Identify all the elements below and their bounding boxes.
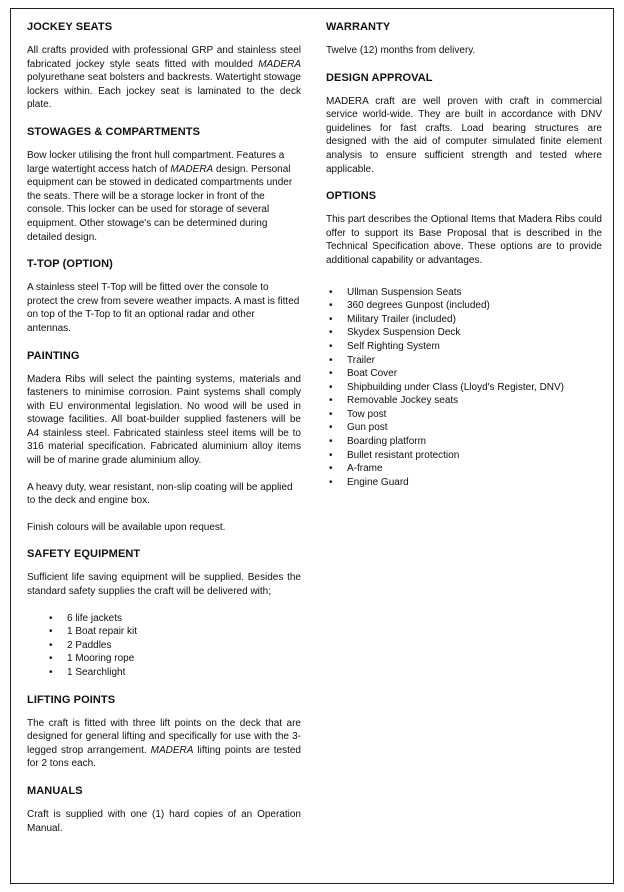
list-item: • Self Righting System	[326, 340, 602, 354]
list-item: • Military Trailer (included)	[326, 313, 602, 327]
list-item: • Shipbuilding under Class (Lloyd's Register, DNV)	[326, 381, 602, 395]
list-item: • Trailer	[326, 354, 602, 368]
lifting-text: The craft is fitted with three lift points on the deck that are designed for general lifting and specifically for use with the 3-legged strop arrangement. MADERA lifting points are tested for 2 tons each.	[27, 717, 301, 770]
list-item: • Skydex Suspension Deck	[326, 326, 602, 340]
list-item: • Gun post	[326, 421, 602, 435]
safety-list	[27, 612, 301, 680]
list-item: • 1 Boat repair kit	[27, 625, 301, 639]
heading-ttop: T-TOP (OPTION)	[27, 258, 113, 271]
ttop-text: A stainless steel T-Top will be fitted over the console to protect the crew from severe weather impacts. A mast is fitted on top of the T-Top to fit an optional radar and other antennas.	[27, 282, 300, 334]
section-safety	[27, 547, 301, 679]
heading-stowages: STOWAGES & COMPARTMENTS	[27, 125, 201, 138]
list-item: • A-frame	[326, 462, 602, 476]
heading-warranty: WARRANTY	[326, 21, 391, 33]
section-lifting	[27, 693, 301, 771]
section-ttop	[27, 257, 301, 335]
list-item: • Boarding platform	[326, 435, 602, 449]
warranty-text: Twelve (12) months from delivery.	[326, 45, 476, 56]
painting-text-2: A heavy duty, wear resistant, non-slip coating will be applied to the deck and engine box.	[27, 481, 293, 507]
list-item: • Ullman Suspension Seats	[326, 286, 602, 300]
heading-safety: SAFETY EQUIPMENT	[27, 548, 141, 561]
heading-manuals: MANUALS	[27, 784, 83, 797]
left-column	[27, 20, 301, 848]
right-column	[326, 20, 602, 502]
list-item: • 1 Mooring rope	[27, 652, 301, 666]
stowages-text: Bow locker utilising the front hull compartment. Features a large watertight access hatch of MADERA design. Personal equipment can be stowed in dedicated compartments under the seats. There will be a storage locker in front of the console. This locker can be used for storage of several equipment. Other stowage's can be determined during detailed design.	[27, 149, 293, 243]
manuals-text: Craft is supplied with one (1) hard copies of an Operation Manual.	[27, 808, 301, 834]
list-item: • 1 Searchlight	[27, 666, 301, 680]
section-options	[326, 189, 602, 489]
list-item: • Engine Guard	[326, 476, 602, 490]
section-warranty	[326, 20, 602, 58]
design-approval-text: MADERA craft are well proven with craft in commercial service world-wide. They are built in accordance with DNV guidelines for fast crafts. Load bearing structures are designed with the aid of computer simulated finite element analysis to ensure sufficient strength and tested where applicable.	[326, 95, 602, 175]
list-item: • 6 life jackets	[27, 612, 301, 626]
list-item: • Boat Cover	[326, 367, 602, 381]
list-item: • 2 Paddles	[27, 639, 301, 653]
jockey-seats-text: All crafts provided with professional GRP and stainless steel fabricated jockey style seats fitted with moulded MADERA polyurethane seat bolsters and backrests. Watertight stowage lockers within. Each jockey seat is laminated to the deck plate.	[27, 45, 301, 111]
section-design-approval	[326, 71, 602, 177]
section-stowages	[27, 125, 301, 244]
list-item: • 360 degrees Gunpost (included)	[326, 299, 602, 313]
heading-design-approval: DESIGN APPROVAL	[326, 71, 433, 84]
painting-text-3: Finish colours will be available upon request.	[27, 521, 226, 533]
heading-jockey-seats: JOCKEY SEATS	[27, 21, 113, 33]
heading-lifting: LIFTING POINTS	[27, 693, 116, 706]
options-text: This part describes the Optional Items that Madera Ribs could offer to support its Base Proposal that is described in the Technical Specification above. These options are to provide additional capability or advantages.	[326, 214, 602, 266]
section-painting	[27, 349, 301, 535]
section-jockey-seats	[27, 20, 301, 112]
options-list	[326, 286, 602, 490]
heading-painting: PAINTING	[27, 349, 80, 362]
heading-options: OPTIONS	[326, 190, 377, 203]
section-manuals	[27, 784, 301, 835]
painting-text-1: Madera Ribs will select the painting systems, materials and fasteners to minimise corrosion. Paint systems shall comply with EU environmental legislation. No wood will be used in stowage facilities. All boat-builder supplied fasteners will be A4 stainless steel. Fabricated stainless steel items will be to 316 material specification. Fabricated aluminium alloy items will be of marine grade aluminium alloy.	[27, 373, 301, 467]
list-item: • Tow post	[326, 408, 602, 422]
safety-text: Sufficient life saving equipment will be supplied. Besides the standard safety supplies the craft will be delivered with;	[27, 572, 301, 598]
list-item: • Removable Jockey seats	[326, 394, 602, 408]
list-item: • Bullet resistant protection	[326, 449, 602, 463]
